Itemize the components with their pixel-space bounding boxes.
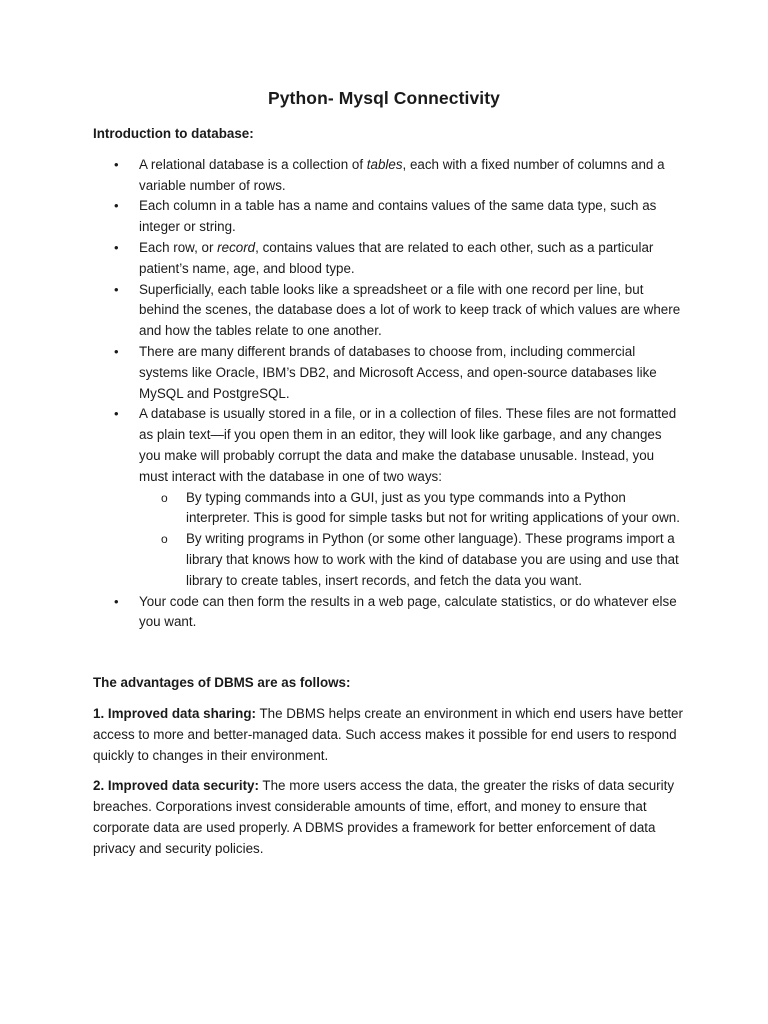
bullet-item: • Your code can then form the results in a web page, calculate statistics, or do whatever else you want.	[114, 593, 677, 630]
bullet-icon: •	[114, 239, 119, 255]
bullet-item: • Each row, or record, contains values that are related to each other, such as a particular patient’s name, age, and blood type.	[114, 239, 654, 276]
bullet-item: • Each column in a table has a name and contains values of the same data type, such as integer or string.	[114, 198, 657, 235]
intro-bullet-list	[93, 155, 683, 633]
sub-bullet-item: o By writing programs in Python (or some other language). These programs import a library that knows how to work with the kind of database you are using and use that library to create tables, insert records, and fetch the data you want.	[161, 531, 679, 588]
circle-bullet-icon: o	[161, 490, 168, 505]
advantage-paragraph: 1. Improved data sharing: The DBMS helps create an environment in which end users have better access to more and better-managed data. Such access makes it possible for end users to respond quickly to changes in their environment.	[93, 705, 683, 763]
bullet-icon: •	[114, 156, 119, 172]
document-title: Python- Mysql Connectivity	[267, 88, 501, 108]
bullet-icon: •	[114, 343, 119, 359]
advantage-paragraph: 2. Improved data security: The more users access the data, the greater the risks of data security breaches. Corporations invest considerable amounts of time, effort, and money to ensure that corporate data are used properly. A DBMS provides a framework for better enforcement of data privacy and security policies.	[93, 778, 675, 856]
intro-heading: Introduction to database:	[93, 126, 254, 141]
circle-bullet-icon: o	[161, 532, 168, 547]
sub-bullet-list	[139, 488, 683, 592]
bullet-item: • There are many different brands of databases to choose from, including commercial systems like Oracle, IBM’s DB2, and Microsoft Access, and open-source databases like MySQL and PostgreSQL.	[114, 343, 657, 401]
bullet-item: • A database is usually stored in a file, or in a collection of files. These files are not formatted as plain text—if you open them in an editor, they will look like garbage, and any changes you make will probably corrupt the data and make the database unusable. Instead, you must interact with the database in one of two ways: o By typing commands into a GUI, just as you type commands into a Python interpreter. This is good for simple tasks but not for writing applications of your own. o By writing programs in Python (or some other language). These programs import a library that knows how to work with the kind of database you are using and use that library to create tables, insert records, and fetch the data you want.	[93, 404, 683, 591]
sub-bullet-item: o By typing commands into a GUI, just as you type commands into a Python interpreter. This is good for simple tasks but not for writing applications of your own.	[161, 489, 680, 526]
bullet-icon: •	[114, 281, 119, 297]
bullet-icon: •	[114, 593, 119, 609]
advantage-label: 1. Improved data sharing:	[93, 705, 256, 721]
bullet-icon: •	[114, 198, 119, 214]
advantages-heading: The advantages of DBMS are as follows:	[93, 675, 351, 691]
document-body	[93, 124, 683, 870]
bullet-item: • Superficially, each table looks like a spreadsheet or a file with one record per line, but behind the scenes, the database does a lot of work to keep track of which values are where and how the tables relate to one another.	[114, 281, 681, 339]
bullet-icon: •	[114, 406, 119, 422]
bullet-item: • A relational database is a collection of tables, each with a fixed number of columns and a variable number of rows.	[114, 156, 665, 193]
advantage-label: 2. Improved data security:	[93, 778, 259, 794]
